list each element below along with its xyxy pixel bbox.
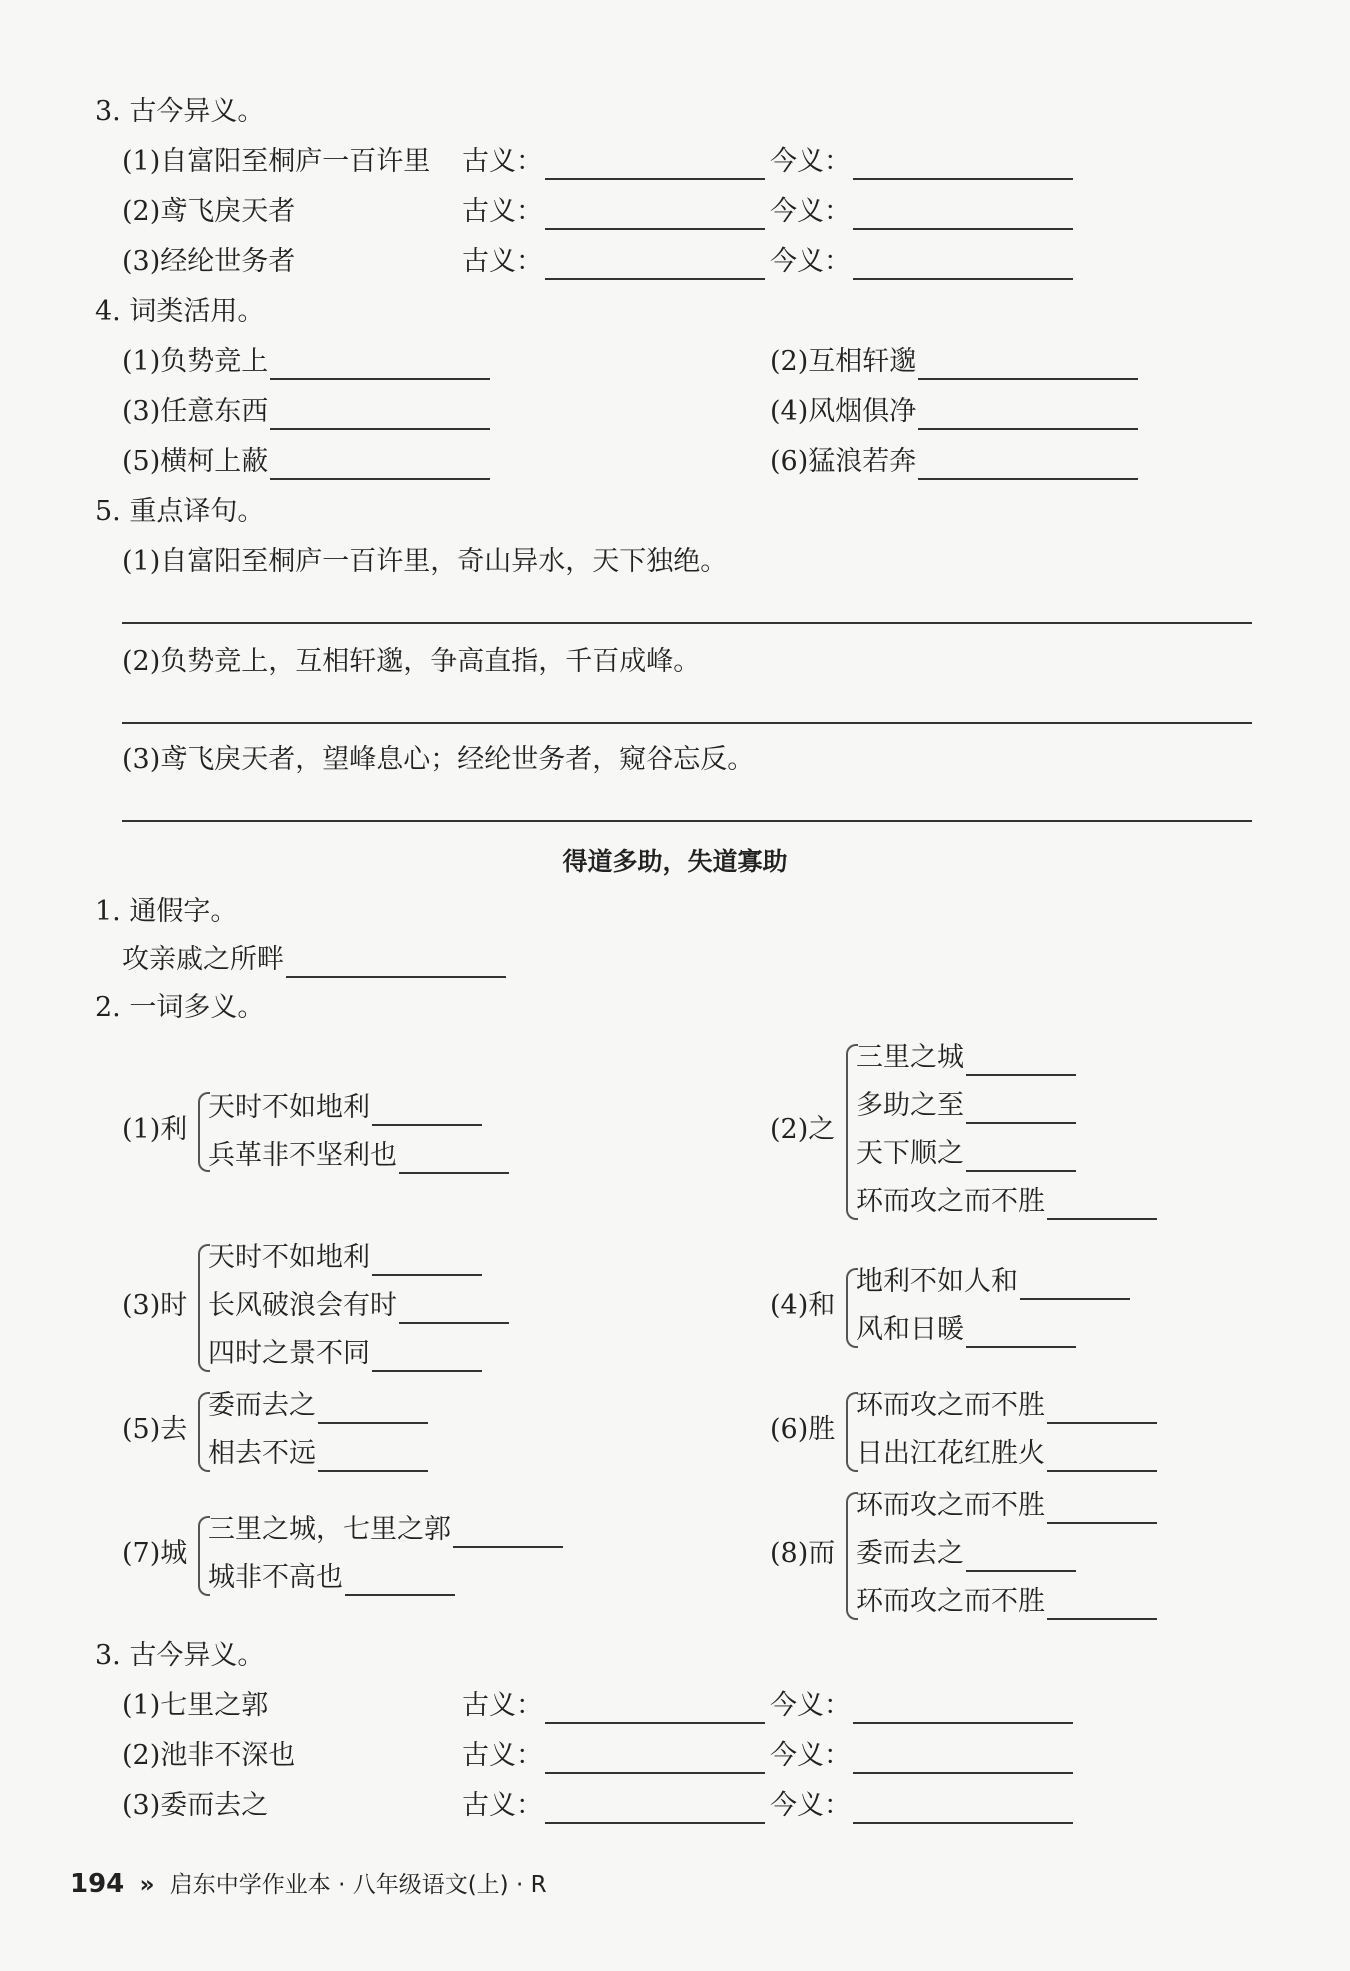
answer-blank[interactable] [270,350,490,380]
group-2-item-4: 环而攻之而不胜 [856,1186,1045,1217]
p2-q1-item: 攻亲戚之所畔 [122,944,284,975]
p1-q4-item-4: (4)风烟俱净 [770,396,917,427]
answer-blank[interactable] [1047,1394,1157,1424]
answer-blank[interactable] [399,1144,509,1174]
answer-blank[interactable] [853,250,1073,280]
group-2-item-3: 天下顺之 [856,1138,964,1169]
p2-q3-item-3: (3)委而去之 [122,1790,269,1821]
jin-label: 今义： [770,246,851,277]
answer-blank[interactable] [286,948,506,978]
jin-label: 今义： [770,146,851,177]
gu-label: 古义： [462,1740,543,1771]
answer-blank[interactable] [372,1096,482,1126]
group-label-2: (2)之 [770,1114,836,1145]
answer-blank[interactable] [545,1694,765,1724]
section-title: 得道多助，失道寡助 [562,847,788,876]
answer-blank[interactable] [270,400,490,430]
answer-blank[interactable] [1047,1442,1157,1472]
p1-q5-item-1: (1)自富阳至桐庐一百许里，奇山异水，天下独绝。 [122,546,728,577]
answer-blank[interactable] [345,1566,455,1596]
gu-label: 古义： [462,196,543,227]
answer-blank[interactable] [372,1342,482,1372]
answer-blank[interactable] [545,1744,765,1774]
group-6-item-1: 环而攻之而不胜 [856,1390,1045,1421]
group-3-item-1: 天时不如地利 [208,1242,370,1273]
group-5-item-2: 相去不远 [208,1438,316,1469]
answer-blank[interactable] [545,200,765,230]
jin-label: 今义： [770,1690,851,1721]
gu-label: 古义： [462,246,543,277]
group-3-item-3: 四时之景不同 [208,1338,370,1369]
gu-label: 古义： [462,146,543,177]
group-label-4: (4)和 [770,1290,836,1321]
group-6-item-2: 日出江花红胜火 [856,1438,1045,1469]
answer-blank[interactable] [853,1694,1073,1724]
answer-blank[interactable] [545,1794,765,1824]
answer-blank[interactable] [853,200,1073,230]
answer-blank[interactable] [966,1542,1076,1572]
group-2-item-2: 多助之至 [856,1090,964,1121]
jin-label: 今义： [770,196,851,227]
group-1-item-2: 兵革非不坚利也 [208,1140,397,1171]
answer-blank[interactable] [853,1744,1073,1774]
answer-blank[interactable] [1047,1190,1157,1220]
p1-q4-item-6: (6)猛浪若奔 [770,446,917,477]
answer-blank[interactable] [399,1294,509,1324]
answer-blank[interactable] [918,350,1138,380]
p2-q3-item-2: (2)池非不深也 [122,1740,296,1771]
p1-q4-heading: 4. 词类活用。 [95,296,265,327]
answer-blank[interactable] [918,450,1138,480]
footer [70,1866,547,1899]
p1-q5-item-3: (3)鸢飞戾天者，望峰息心；经纶世务者，窥谷忘反。 [122,744,755,775]
answer-blank[interactable] [966,1318,1076,1348]
group-5-item-1: 委而去之 [208,1390,316,1421]
answer-blank[interactable] [318,1442,428,1472]
group-8-item-2: 委而去之 [856,1538,964,1569]
page-number: 194 [70,1869,125,1899]
answer-blank[interactable] [372,1246,482,1276]
answer-blank[interactable] [545,250,765,280]
answer-blank[interactable] [1020,1270,1130,1300]
group-7-item-2: 城非不高也 [208,1562,343,1593]
jin-label: 今义： [770,1740,851,1771]
group-4-item-2: 风和日暖 [856,1314,964,1345]
gu-label: 古义： [462,1690,543,1721]
p1-q5-item-2: (2)负势竞上，互相轩邈，争高直指，千百成峰。 [122,646,701,677]
answer-blank[interactable] [453,1518,563,1548]
p1-q3-item-2: (2)鸢飞戾天者 [122,196,296,227]
answer-blank[interactable] [270,450,490,480]
group-label-5: (5)去 [122,1414,188,1445]
p1-q4-item-3: (3)任意东西 [122,396,269,427]
group-label-6: (6)胜 [770,1414,836,1445]
translation-line[interactable] [122,622,1252,624]
group-8-item-1: 环而攻之而不胜 [856,1490,1045,1521]
p2-q3-item-1: (1)七里之郭 [122,1690,269,1721]
p1-q5-heading: 5. 重点译句。 [95,496,265,527]
answer-blank[interactable] [966,1046,1076,1076]
p1-q3-item-3: (3)经纶世务者 [122,246,296,277]
answer-blank[interactable] [1047,1494,1157,1524]
group-8-item-3: 环而攻之而不胜 [856,1586,1045,1617]
gu-label: 古义： [462,1790,543,1821]
group-7-item-1: 三里之城，七里之郭 [208,1514,451,1545]
answer-blank[interactable] [1047,1590,1157,1620]
p2-q3-heading: 3. 古今异义。 [95,1640,265,1671]
group-3-item-2: 长风破浪会有时 [208,1290,397,1321]
answer-blank[interactable] [853,1794,1073,1824]
group-label-1: (1)利 [122,1114,188,1145]
jin-label: 今义： [770,1790,851,1821]
group-label-3: (3)时 [122,1290,188,1321]
answer-blank[interactable] [853,150,1073,180]
p1-q4-item-5: (5)横柯上蔽 [122,446,269,477]
group-4-item-1: 地利不如人和 [856,1266,1018,1297]
p1-q4-item-1: (1)负势竞上 [122,346,269,377]
book-title: 启东中学作业本 · 八年级语文(上) · R [169,1872,547,1898]
group-label-7: (7)城 [122,1538,188,1569]
answer-blank[interactable] [318,1394,428,1424]
translation-line[interactable] [122,820,1252,822]
group-2-item-1: 三里之城 [856,1042,964,1073]
p2-q2-heading: 2. 一词多义。 [95,992,265,1023]
translation-line[interactable] [122,722,1252,724]
chevron-right-icon: » [139,1872,155,1898]
p1-q3-item-1: (1)自富阳至桐庐一百许里 [122,146,431,177]
answer-blank[interactable] [966,1094,1076,1124]
p1-q3-heading: 3. 古今异义。 [95,96,265,127]
group-label-8: (8)而 [770,1538,836,1569]
group-1-item-1: 天时不如地利 [208,1092,370,1123]
answer-blank[interactable] [918,400,1138,430]
answer-blank[interactable] [966,1142,1076,1172]
p1-q4-item-2: (2)互相轩邈 [770,346,917,377]
p2-q1-heading: 1. 通假字。 [95,896,238,927]
answer-blank[interactable] [545,150,765,180]
